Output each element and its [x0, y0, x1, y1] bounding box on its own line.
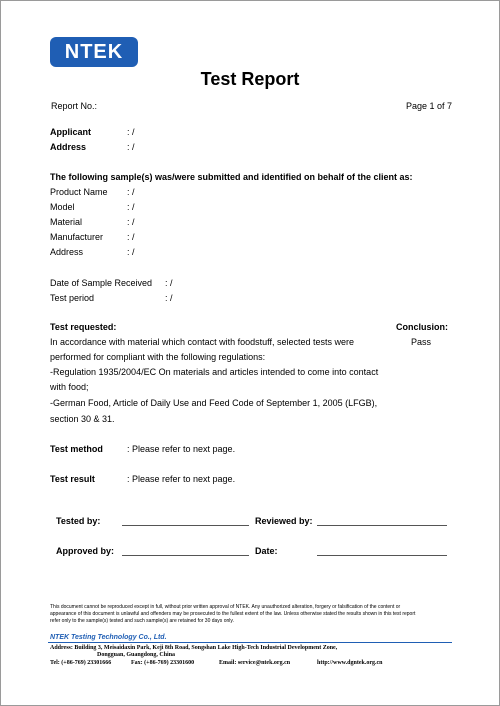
test-requested-line: -Regulation 1935/2004/EC On materials and articles intended to come into contact — [50, 367, 379, 377]
applicant-label: Applicant — [50, 127, 92, 137]
report-no-label: Report No.: — [51, 101, 98, 111]
manufacturer-address-value: : / — [127, 247, 135, 257]
test-period-label: Test period — [50, 293, 95, 303]
conclusion-value: Pass — [411, 337, 432, 347]
footer-address-line2: Dongguan, Guangdong, China — [97, 652, 176, 658]
footer-company: NTEK Testing Technology Co., Ltd. — [50, 634, 167, 641]
test-requested-line: -German Food, Article of Daily Use and Feed Code of September 1, 2005 (LFGB), — [50, 398, 378, 408]
sample-statement: The following sample(s) was/were submitted and identified on behalf of the client as: — [50, 172, 413, 182]
material-label: Material — [50, 217, 83, 227]
test-requested-line: with food; — [50, 382, 89, 392]
date-signature-line — [317, 555, 447, 556]
reviewed-by-signature-line — [317, 525, 447, 526]
product-name-label: Product Name — [50, 187, 108, 197]
manufacturer-address-label: Address — [50, 247, 84, 257]
footer-address-line1: Address: Building 3, Meisaidaxin Park, Keji 8th Road, Songshan Lake High-Tech Industrial Development Zone, — [50, 645, 338, 651]
footer-website[interactable]: http://www.dgntek.org.cn — [317, 660, 383, 666]
footer-email: Email: service@ntek.org.cn — [219, 660, 291, 666]
footer-divider — [48, 642, 452, 643]
address-label: Address — [50, 142, 87, 152]
tested-by-label: Tested by: — [56, 516, 101, 526]
disclaimer-line: appearance of this document is unlawful and offenders may be prosecuted to the fullest extent of the law. Unless otherwise stated the results shown in this test report — [50, 611, 416, 617]
logo-text: NTEK — [64, 40, 124, 63]
date-received-value: : / — [165, 278, 173, 288]
test-requested-line: section 30 & 31. — [50, 414, 115, 424]
model-value: : / — [127, 202, 135, 212]
footer-fax: Fax: (+86-769) 23301600 — [131, 660, 195, 666]
address-value: : / — [127, 142, 135, 152]
disclaimer-line: refer only to the sample(s) tested and such sample(s) are retained for 30 days only. — [50, 618, 234, 624]
page-info: Page 1 of 7 — [406, 101, 453, 111]
approved-by-signature-line — [122, 555, 249, 556]
reviewed-by-label: Reviewed by: — [255, 516, 313, 526]
conclusion-heading: Conclusion: — [396, 322, 448, 332]
date-received-label: Date of Sample Received — [50, 278, 153, 288]
disclaimer-line: This document cannot be reproduced except in full, without prior written approval of NTEK. Any unauthorized alteration, forgery or falsification of the content or — [50, 604, 401, 610]
tested-by-signature-line — [122, 525, 249, 526]
applicant-value: : / — [127, 127, 135, 137]
test-requested-heading: Test requested: — [50, 322, 117, 332]
page-title: Test Report — [200, 69, 300, 89]
material-value: : / — [127, 217, 135, 227]
test-result-value: : Please refer to next page. — [127, 474, 236, 484]
test-method-label: Test method — [50, 444, 103, 454]
footer-tel: Tel: (+86-769) 23301666 — [50, 660, 112, 666]
date-label: Date: — [255, 546, 278, 556]
product-name-value: : / — [127, 187, 135, 197]
manufacturer-label: Manufacturer — [50, 232, 104, 242]
approved-by-label: Approved by: — [56, 546, 115, 556]
test-requested-line: In accordance with material which contact with foodstuff, selected tests were — [50, 337, 354, 347]
manufacturer-value: : / — [127, 232, 135, 242]
test-result-label: Test result — [50, 474, 95, 484]
ntek-logo — [50, 37, 138, 67]
test-period-value: : / — [165, 293, 173, 303]
model-label: Model — [50, 202, 75, 212]
test-requested-line: performed for compliant with the following regulations: — [50, 352, 266, 362]
test-method-value: : Please refer to next page. — [127, 444, 236, 454]
